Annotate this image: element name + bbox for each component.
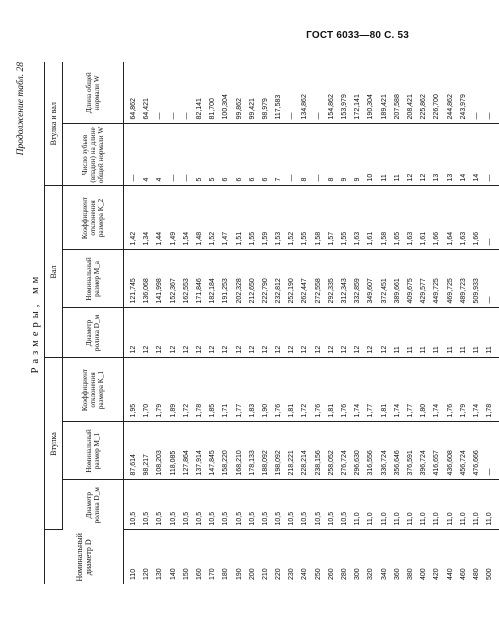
table-cell: 12 bbox=[314, 345, 322, 354]
table-cell: 10,5 bbox=[288, 511, 296, 526]
table-cell: 12 bbox=[288, 345, 296, 354]
table-cell: 1,53 bbox=[275, 231, 283, 246]
table-cell: 440 bbox=[446, 568, 454, 580]
table-cell: 11,0 bbox=[420, 512, 428, 526]
table-cell: 260 bbox=[327, 568, 335, 580]
table-cell: 409,675 bbox=[406, 278, 414, 304]
rotated-table-block bbox=[16, 62, 494, 584]
table-cell: 336,724 bbox=[380, 450, 388, 476]
table-cell: 332,859 bbox=[354, 278, 362, 304]
table-cell: 10,5 bbox=[235, 511, 243, 526]
table-cell: — bbox=[486, 112, 494, 120]
table-cell: 182,184 bbox=[209, 278, 217, 304]
table-cell: — bbox=[486, 296, 494, 304]
table-cell: 262,447 bbox=[301, 278, 309, 304]
table-cell: 1,81 bbox=[380, 403, 388, 418]
table-cell: 11,0 bbox=[406, 512, 414, 526]
table-cell: 121,745 bbox=[130, 278, 137, 304]
table-cell: 98,217 bbox=[143, 454, 151, 476]
table-cell: 1,72 bbox=[182, 403, 190, 418]
table-cell: 1,81 bbox=[288, 403, 296, 418]
table-cell: 11 bbox=[459, 346, 467, 354]
table-cell: 9 bbox=[341, 177, 348, 182]
table-cell: 10,5 bbox=[301, 511, 309, 526]
table-cell: 1,76 bbox=[314, 403, 322, 418]
table-cell: 244,862 bbox=[446, 94, 454, 120]
table-cell: 10,5 bbox=[195, 511, 203, 526]
table-cell: 10,5 bbox=[156, 511, 164, 526]
table-cell: 340 bbox=[380, 568, 388, 580]
table-cell: 14 bbox=[472, 173, 480, 182]
table-cell: — bbox=[169, 112, 177, 120]
table-cell: 1,65 bbox=[393, 231, 401, 246]
table-cell: 1,63 bbox=[406, 231, 414, 246]
table-cell: — bbox=[288, 174, 296, 182]
table-cell: 110 bbox=[130, 568, 137, 580]
table-body-row bbox=[124, 62, 499, 584]
table-cell: 10,5 bbox=[341, 511, 348, 526]
table-cell: 12 bbox=[301, 345, 309, 354]
table-cell: 98,979 bbox=[261, 98, 269, 120]
table-cell: 420 bbox=[433, 568, 441, 580]
table-cell: 372,451 bbox=[380, 278, 388, 304]
table-cell: 376,591 bbox=[406, 450, 414, 476]
table-cell: 243,979 bbox=[459, 94, 467, 120]
table-cell: 11,0 bbox=[446, 512, 454, 526]
table-cell: 7 bbox=[275, 177, 283, 182]
table-cell: 10,5 bbox=[143, 511, 151, 526]
table-cell: 232,812 bbox=[275, 278, 283, 304]
table-cell: 1,54 bbox=[182, 231, 190, 246]
table-cell: 5 bbox=[209, 177, 217, 182]
table-cell: 120 bbox=[143, 568, 151, 580]
table-cell: 320 bbox=[367, 568, 375, 580]
table-cell: 10,5 bbox=[182, 511, 190, 526]
table-cell: 1,77 bbox=[406, 403, 414, 418]
table-cell: 10,5 bbox=[169, 511, 177, 526]
table-cell: 99,862 bbox=[235, 98, 243, 120]
table-cell: 1,55 bbox=[301, 231, 309, 246]
table-cell: 1,74 bbox=[354, 403, 362, 418]
table-cell: — bbox=[314, 112, 322, 120]
table-cell: 1,78 bbox=[486, 403, 494, 418]
table-cell: 117,583 bbox=[275, 94, 283, 120]
table-cell: 12 bbox=[182, 345, 190, 354]
table-cell: 12 bbox=[143, 345, 151, 354]
table-cell: 12 bbox=[275, 345, 283, 354]
table-cell: 1,55 bbox=[248, 231, 256, 246]
table-cell: 12 bbox=[341, 345, 348, 354]
table-cell: 9 bbox=[354, 177, 362, 182]
table-cell: 500 bbox=[486, 568, 494, 580]
table-cell: 12 bbox=[222, 345, 230, 354]
table-cell: 178,133 bbox=[248, 450, 256, 476]
table-cell: 12 bbox=[156, 345, 164, 354]
table-cell: 10,5 bbox=[327, 511, 335, 526]
table-cell: 238,156 bbox=[314, 450, 322, 476]
header-group-hub: Втулка bbox=[45, 358, 63, 530]
table-cell: 1,70 bbox=[143, 403, 151, 418]
table-cell: 154,862 bbox=[327, 94, 335, 120]
table-cell: 292,335 bbox=[327, 278, 335, 304]
table-cell: 12 bbox=[130, 345, 137, 354]
header-shaft-coef: Коэффициент отклонения размера K_2 bbox=[63, 186, 124, 250]
table-cell: 1,85 bbox=[209, 403, 217, 418]
table-cell: 191,253 bbox=[222, 278, 230, 304]
table-cell: 1,58 bbox=[380, 231, 388, 246]
table-cell: 12 bbox=[420, 173, 428, 182]
table-cell: 280 bbox=[341, 568, 348, 580]
table-cell: 300 bbox=[354, 568, 362, 580]
table-cell: — bbox=[169, 174, 177, 182]
table-cell: 12 bbox=[380, 345, 388, 354]
table-cell: 10,5 bbox=[248, 511, 256, 526]
table-cell: 150 bbox=[182, 568, 190, 580]
table-cell: 160 bbox=[195, 568, 203, 580]
table-cell: 140 bbox=[169, 568, 177, 580]
table-cell: 225,862 bbox=[420, 94, 428, 120]
header-group-hub-and-shaft: Втулка и вал bbox=[45, 62, 63, 186]
table-cell: 1,89 bbox=[169, 403, 177, 418]
table-cell: 10,5 bbox=[275, 511, 283, 526]
table-cell: 220 bbox=[275, 568, 283, 580]
table-cell: 230 bbox=[288, 568, 296, 580]
table-cell: 316,556 bbox=[367, 450, 375, 476]
table-cell: 87,614 bbox=[130, 454, 137, 476]
table-cell: 6 bbox=[235, 177, 243, 182]
table-cell: 12 bbox=[235, 345, 243, 354]
table-cell: 429,577 bbox=[420, 278, 428, 304]
table-cell: 11 bbox=[486, 346, 494, 354]
table-cell: 272,558 bbox=[314, 278, 322, 304]
table-cell: 136,068 bbox=[143, 278, 151, 304]
table-cell: 12 bbox=[169, 345, 177, 354]
table-cell: 118,085 bbox=[169, 450, 177, 476]
header-hub-roller: Диаметр ролика D_м bbox=[63, 480, 124, 530]
table-cell: 10,5 bbox=[209, 511, 217, 526]
table-cell: 1,72 bbox=[301, 403, 309, 418]
table-cell: 6 bbox=[261, 177, 269, 182]
table-cell: 11,0 bbox=[367, 512, 375, 526]
table-cell: 11 bbox=[420, 346, 428, 354]
table-cell: 10 bbox=[367, 173, 375, 182]
table-cell: 1,79 bbox=[156, 403, 164, 418]
table-cell: 11,0 bbox=[433, 512, 441, 526]
table-cell: 6 bbox=[248, 177, 256, 182]
table-cell: 11,0 bbox=[459, 512, 467, 526]
table-cell: 170 bbox=[209, 568, 217, 580]
table-cell: 14 bbox=[459, 173, 467, 182]
table-cell: 137,914 bbox=[195, 450, 203, 476]
table-cell: 12 bbox=[248, 345, 256, 354]
table-cell: 1,52 bbox=[288, 231, 296, 246]
table-cell: 226,700 bbox=[433, 94, 441, 120]
table-cell: 189,421 bbox=[380, 94, 388, 120]
table-cell: 130 bbox=[156, 568, 164, 580]
table-cell: 180 bbox=[222, 568, 230, 580]
table-cell: — bbox=[486, 468, 494, 476]
table-cell: 416,657 bbox=[433, 450, 441, 476]
table-cell: 1,51 bbox=[235, 231, 243, 246]
table-cell: 11 bbox=[472, 346, 480, 354]
table-cell: 1,48 bbox=[195, 231, 203, 246]
table-cell: 8 bbox=[327, 177, 335, 182]
table-cell: 158,220 bbox=[222, 450, 230, 476]
table-cell: 11 bbox=[406, 346, 414, 354]
table-cell: 1,47 bbox=[222, 231, 230, 246]
table-cell: 222,790 bbox=[261, 278, 269, 304]
table-cell: 1,61 bbox=[367, 231, 375, 246]
table-cell: 108,203 bbox=[156, 450, 164, 476]
table-cell: 12 bbox=[367, 345, 375, 354]
column-teeth bbox=[124, 124, 499, 186]
header-hub-size: Номинальный размер M_1 bbox=[63, 422, 124, 480]
table-cell: 152,367 bbox=[169, 278, 177, 304]
table-cell: 134,862 bbox=[301, 94, 309, 120]
header-shaft-roller: Диаметр ролика D_м bbox=[63, 308, 124, 358]
table-cell: 4 bbox=[143, 177, 151, 182]
column-shaft-coef bbox=[124, 186, 499, 250]
table-cell: 1,76 bbox=[446, 403, 454, 418]
table-cell: 252,190 bbox=[288, 278, 296, 304]
header-normal-length: Длина общей нормали W bbox=[63, 62, 124, 124]
table-cell: 153,979 bbox=[341, 94, 348, 120]
table-cell: 64,421 bbox=[143, 98, 151, 120]
table-cell: 12 bbox=[354, 345, 362, 354]
table-cell: — bbox=[314, 174, 322, 182]
gear-dimensions-table bbox=[44, 62, 499, 584]
table-cell: 389,661 bbox=[393, 278, 401, 304]
table-cell: 11,0 bbox=[472, 512, 480, 526]
table-cell: 360 bbox=[393, 568, 401, 580]
table-cell: 1,63 bbox=[459, 231, 467, 246]
table-cell: 11,0 bbox=[354, 512, 362, 526]
table-cell: 8 bbox=[301, 177, 309, 182]
table-cell: 10,5 bbox=[314, 511, 322, 526]
table-cell: 11,0 bbox=[486, 512, 494, 526]
table-cell: 190 bbox=[235, 568, 243, 580]
table-cell: 162,553 bbox=[182, 278, 190, 304]
header-shaft-size: Номинальный размер M_a bbox=[63, 250, 124, 308]
table-cell: 200 bbox=[248, 568, 256, 580]
table-cell: 1,58 bbox=[314, 231, 322, 246]
table-cell: 1,66 bbox=[433, 231, 441, 246]
header-teeth-count: Число зубьев (впадин) на длине общей нормали W bbox=[63, 124, 124, 186]
table-cell: 1,64 bbox=[446, 231, 454, 246]
table-cell: 1,77 bbox=[367, 403, 375, 418]
table-cell: 11 bbox=[446, 346, 454, 354]
table-cell: 141,998 bbox=[156, 278, 164, 304]
table-cell: 400 bbox=[420, 568, 428, 580]
table-cell: 380 bbox=[406, 568, 414, 580]
table-cell: 1,74 bbox=[433, 403, 441, 418]
table-cell: 11,0 bbox=[393, 512, 401, 526]
table-cell: 1,77 bbox=[235, 403, 243, 418]
table-cell: 1,83 bbox=[248, 403, 256, 418]
table-cell: 1,44 bbox=[156, 231, 164, 246]
table-cell: — bbox=[486, 238, 494, 246]
table-cell: 312,343 bbox=[341, 278, 348, 304]
table-cell: — bbox=[182, 112, 190, 120]
column-D bbox=[124, 530, 499, 584]
table-cell: 12 bbox=[327, 345, 335, 354]
table-cell: 1,81 bbox=[327, 403, 335, 418]
table-cell: 4 bbox=[156, 177, 164, 182]
table-cell: 147,845 bbox=[209, 450, 217, 476]
table-cell: 1,79 bbox=[459, 403, 467, 418]
table-cell: 1,80 bbox=[420, 403, 428, 418]
table-cell: 13 bbox=[446, 173, 454, 182]
header-hub-coef: Коэффициент отклонения размера K_1 bbox=[63, 358, 124, 422]
table-cell: — bbox=[288, 112, 296, 120]
table-cell: 1,55 bbox=[341, 231, 348, 246]
table-continuation-label: Продолжение табл. 28 bbox=[16, 62, 26, 156]
table-cell: 509,933 bbox=[472, 278, 480, 304]
table-cell: 11 bbox=[393, 174, 401, 182]
table-cell: 1,95 bbox=[130, 403, 137, 418]
table-cell: 449,725 bbox=[433, 278, 441, 304]
table-cell: 489,723 bbox=[459, 278, 467, 304]
table-cell: 396,724 bbox=[420, 450, 428, 476]
table-cell: 13 bbox=[433, 173, 441, 182]
table-cell: 1,34 bbox=[143, 231, 151, 246]
table-cell: 210 bbox=[261, 568, 269, 580]
table-cell: 1,66 bbox=[472, 231, 480, 246]
table-cell: 356,646 bbox=[393, 450, 401, 476]
table-cell: 228,214 bbox=[301, 450, 309, 476]
table-cell: — bbox=[156, 112, 164, 120]
table-cell: 99,421 bbox=[248, 98, 256, 120]
table-cell: 81,700 bbox=[209, 98, 217, 120]
table-cell: 476,666 bbox=[472, 450, 480, 476]
table-cell: 5 bbox=[195, 177, 203, 182]
table-cell: 10,5 bbox=[222, 511, 230, 526]
table-cell: 240 bbox=[301, 568, 309, 580]
table-cell: 12 bbox=[406, 173, 414, 182]
table-cell: 1,78 bbox=[195, 403, 203, 418]
table-cell: 1,74 bbox=[393, 403, 401, 418]
table-cell: 1,52 bbox=[209, 231, 217, 246]
table-cell: 127,864 bbox=[182, 450, 190, 476]
table-cell: 480 bbox=[472, 568, 480, 580]
table-cell: 100,304 bbox=[222, 94, 230, 120]
column-hub-size bbox=[124, 422, 499, 480]
table-cell: 12 bbox=[195, 345, 203, 354]
table-cell: 212,650 bbox=[248, 278, 256, 304]
table-cell: 64,862 bbox=[130, 98, 137, 120]
table-cell: — bbox=[130, 174, 137, 182]
table-cell: 349,607 bbox=[367, 278, 375, 304]
table-cell: 188,092 bbox=[261, 450, 269, 476]
table-cell: 1,49 bbox=[169, 231, 177, 246]
table-cell: 12 bbox=[209, 345, 217, 354]
table-cell: 469,725 bbox=[446, 278, 454, 304]
table-cell: 82,141 bbox=[195, 98, 203, 120]
header-nominal-diameter: Номинальный диаметр D bbox=[45, 530, 124, 584]
table-cell: 168,210 bbox=[235, 450, 243, 476]
column-shaft-size bbox=[124, 250, 499, 308]
table-cell: — bbox=[472, 112, 480, 120]
table-cell: 1,63 bbox=[354, 231, 362, 246]
table-cell: 456,724 bbox=[459, 450, 467, 476]
table-cell: 11,0 bbox=[380, 512, 388, 526]
table-cell: — bbox=[182, 174, 190, 182]
table-cell: 1,76 bbox=[275, 403, 283, 418]
page-header: ГОСТ 6033—80 С. 53 bbox=[306, 30, 409, 41]
table-cell: 172,141 bbox=[354, 94, 362, 120]
column-hub-coef bbox=[124, 358, 499, 422]
table-cell: 1,42 bbox=[130, 231, 137, 246]
table-cell: 11 bbox=[393, 346, 401, 354]
table-cell: 198,092 bbox=[275, 450, 283, 476]
column-hub-roller bbox=[124, 480, 499, 530]
table-cell: 1,76 bbox=[341, 403, 348, 418]
table-cell: 1,71 bbox=[222, 403, 230, 418]
table-cell: 1,74 bbox=[472, 403, 480, 418]
table-cell: 202,328 bbox=[235, 278, 243, 304]
table-cell: 1,90 bbox=[261, 403, 269, 418]
column-shaft-roller bbox=[124, 308, 499, 358]
table-cell: 10,5 bbox=[130, 511, 137, 526]
table-cell: 6 bbox=[222, 177, 230, 182]
table-cell: 11 bbox=[433, 346, 441, 354]
table-caption: Размеры, мм bbox=[30, 272, 41, 374]
table-cell: 460 bbox=[459, 568, 467, 580]
table-cell: — bbox=[486, 174, 494, 182]
table-cell: 171,846 bbox=[195, 278, 203, 304]
table-cell: 12 bbox=[261, 345, 269, 354]
column-length bbox=[124, 62, 499, 124]
table-cell: 250 bbox=[314, 568, 322, 580]
table-cell: 258,052 bbox=[327, 450, 335, 476]
table-cell: 11 bbox=[380, 174, 388, 182]
table-cell: 1,61 bbox=[420, 231, 428, 246]
table-cell: 436,608 bbox=[446, 450, 454, 476]
table-cell: 190,304 bbox=[367, 94, 375, 120]
header-group-shaft: Вал bbox=[45, 186, 63, 358]
table-cell: 296,630 bbox=[354, 450, 362, 476]
table-cell: 276,724 bbox=[341, 450, 348, 476]
table-cell: 208,421 bbox=[406, 94, 414, 120]
table-cell: 218,221 bbox=[288, 450, 296, 476]
table-cell: 1,59 bbox=[261, 231, 269, 246]
table-cell: 10,5 bbox=[261, 511, 269, 526]
table-cell: 207,588 bbox=[393, 94, 401, 120]
table-cell: 1,57 bbox=[327, 231, 335, 246]
